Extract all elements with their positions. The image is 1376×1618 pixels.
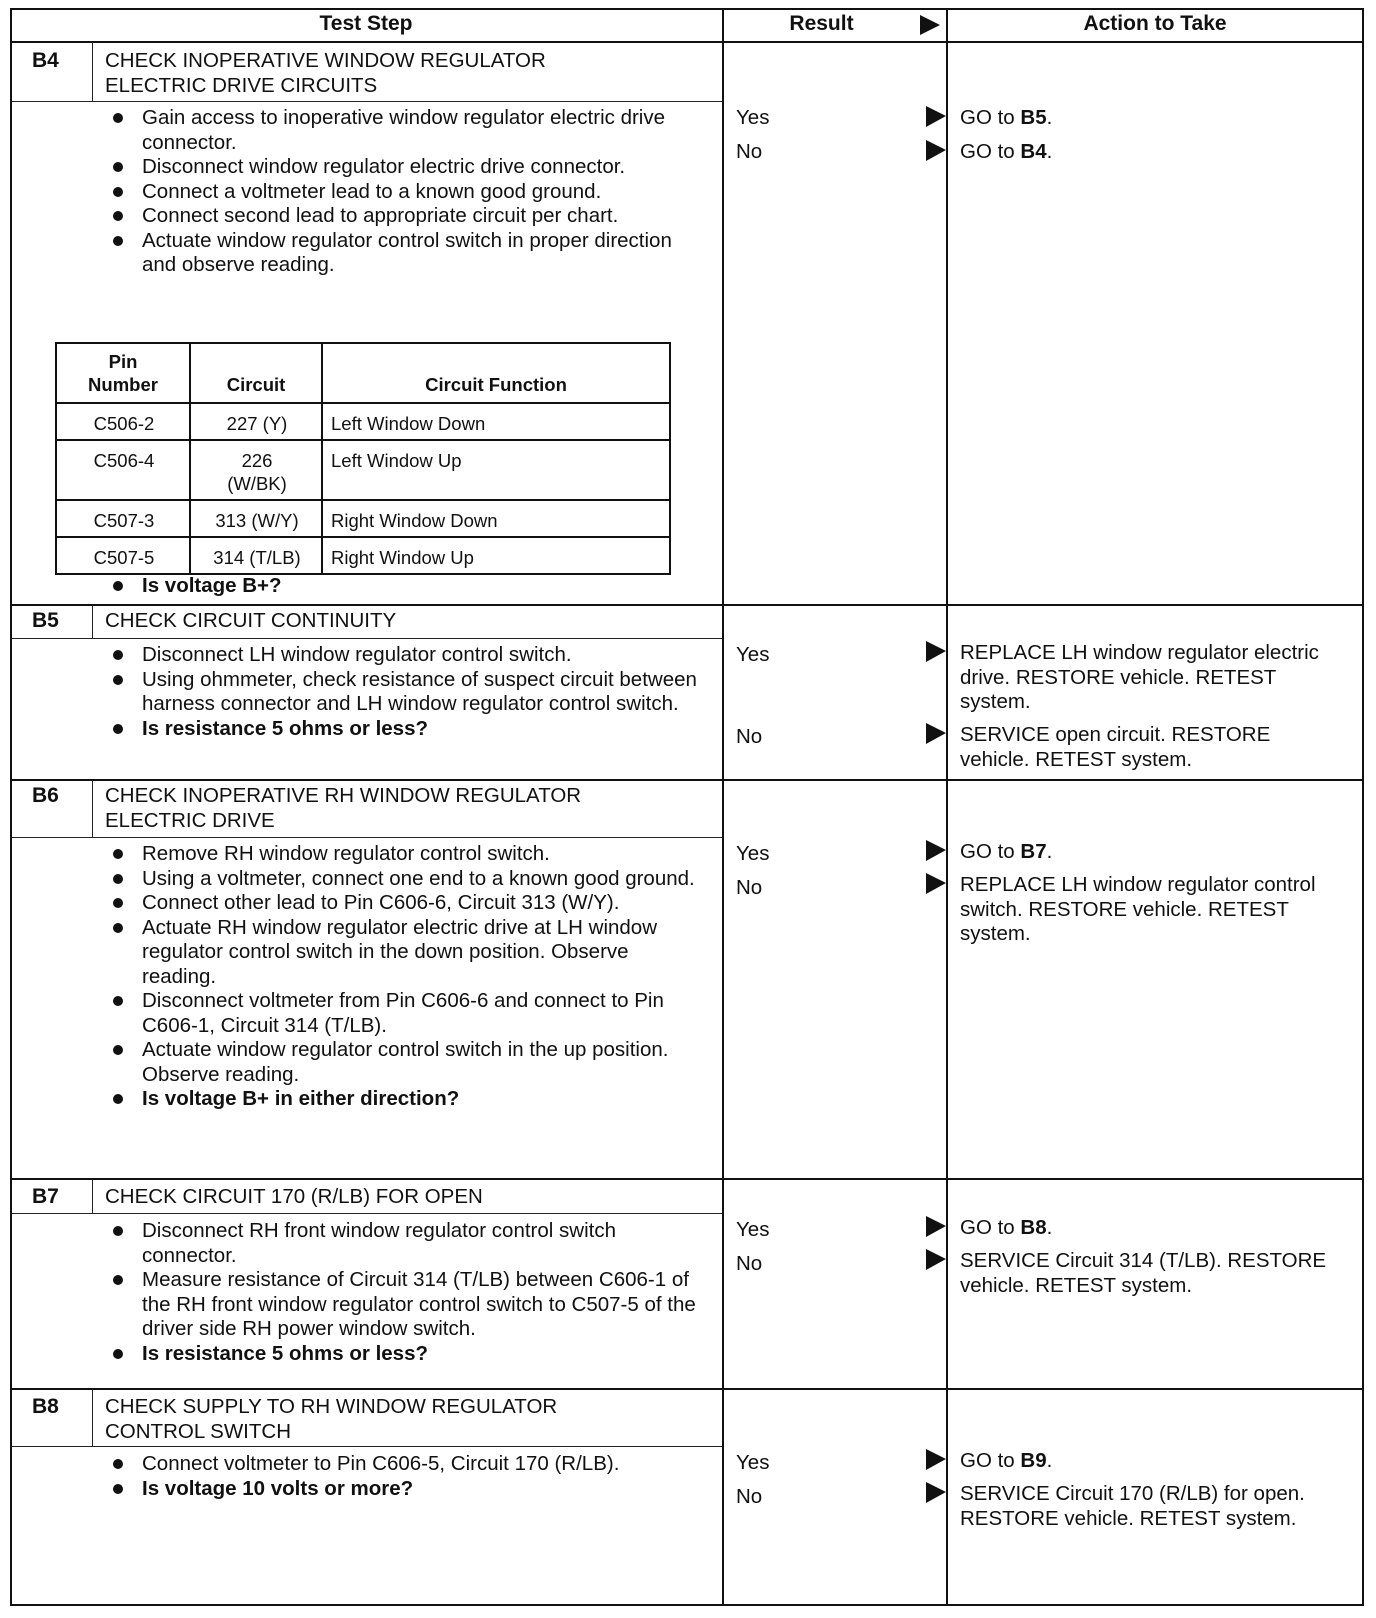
list-item: Disconnect voltmeter from Pin C606-6 and connect to Pin C606-1, Circuit 314 (T/LB). — [100, 989, 700, 1038]
list-item: Actuate window regulator control switch in proper direction and observe reading. — [100, 229, 700, 278]
step-title-line: CHECK CIRCUIT CONTINUITY — [105, 609, 397, 632]
pin-number-header — [56, 343, 190, 403]
title-rule-b5 — [10, 638, 722, 639]
table-header-row — [56, 343, 670, 403]
step-title-line: CONTROL SWITCH — [105, 1419, 292, 1443]
result-yes-b5: Yes — [736, 643, 770, 666]
circuit-cell: 314 (T/LB) — [190, 537, 322, 574]
action-text: . — [1046, 1449, 1053, 1472]
title-rule-b6 — [10, 837, 722, 838]
list-item: Disconnect LH window regulator control switch. — [100, 643, 700, 668]
result-arrow-icon — [925, 1249, 947, 1271]
result-arrow-icon — [925, 873, 947, 895]
header-label: Pin Number — [88, 351, 158, 395]
action-step-ref: B4 — [1020, 140, 1047, 163]
action-column-divider — [946, 8, 948, 1606]
table-row — [56, 537, 670, 574]
step-title-line: CHECK INOPERATIVE WINDOW REGULATOR — [105, 49, 546, 72]
action-no-b7: SERVICE Circuit 314 (T/LB). RESTORE vehicle. RETEST system. — [960, 1249, 1327, 1297]
list-item: Gain access to inoperative window regulator electric drive connector. — [100, 106, 700, 155]
list-item: Connect second lead to appropriate circuit per chart. — [100, 204, 700, 229]
action-step-ref: B5 — [1020, 106, 1047, 129]
result-arrow-icon — [925, 641, 947, 663]
table-row — [56, 403, 670, 440]
step-title-line: CHECK INOPERATIVE RH WINDOW REGULATOR — [105, 784, 582, 807]
table-row — [56, 440, 670, 500]
action-text: . — [1046, 140, 1053, 163]
circuit-header: Circuit — [190, 343, 322, 403]
list-item: Remove RH window regulator control switch. — [100, 842, 700, 867]
action-yes-b8 — [960, 1449, 1340, 1474]
list-item: Is voltage B+? — [100, 574, 720, 599]
result-column-divider — [722, 8, 724, 1606]
step-id-b7: B7 — [32, 1185, 59, 1208]
list-item: Connect other lead to Pin C606-6, Circuit 313 (W/Y). — [100, 891, 700, 916]
table-left-border — [10, 8, 12, 1606]
step-list-b7 — [100, 1219, 710, 1366]
list-item: Actuate window regulator control switch in the up position. Observe reading. — [100, 1038, 700, 1087]
circuit-cell: 226 (W/BK) — [190, 440, 322, 500]
table-top-border — [10, 8, 1364, 10]
section-separator-b5 — [10, 604, 1364, 606]
section-separator-b8 — [10, 1388, 1364, 1390]
result-arrow-icon — [925, 1449, 947, 1471]
question-b4 — [100, 574, 720, 599]
header-test-step: Test Step — [319, 12, 413, 35]
action-yes-b5: REPLACE LH window regulator electric drive. RESTORE vehicle. RETEST system. — [960, 641, 1319, 713]
header-bottom-border — [10, 41, 1364, 43]
step-title-line: ELECTRIC DRIVE CIRCUITS — [105, 73, 378, 97]
list-item: Using a voltmeter, connect one end to a known good ground. — [100, 867, 700, 892]
result-yes-b8: Yes — [736, 1451, 770, 1474]
list-item: Disconnect RH front window regulator control switch connector. — [100, 1219, 710, 1268]
result-yes-b6: Yes — [736, 842, 770, 865]
action-text: . — [1046, 106, 1053, 129]
action-step-ref: B7 — [1020, 840, 1047, 863]
action-text: GO to — [960, 1216, 1021, 1239]
table-bottom-border — [10, 1604, 1364, 1606]
step-title-line: CHECK SUPPLY TO RH WINDOW REGULATOR — [105, 1395, 558, 1418]
action-no-b8: SERVICE Circuit 170 (R/LB) for open. RESTORE vehicle. RETEST system. — [960, 1482, 1305, 1530]
result-arrow-icon — [925, 1216, 947, 1238]
action-yes-b7 — [960, 1216, 1340, 1241]
result-no-b8: No — [736, 1485, 763, 1508]
pin-chart-table — [55, 342, 671, 575]
header-arrow-icon — [918, 14, 942, 36]
title-rule-b7 — [10, 1213, 722, 1214]
step-id-b5: B5 — [32, 609, 59, 632]
step-title-b4 — [105, 49, 705, 98]
id-rule-b5 — [92, 605, 93, 639]
result-arrow-icon — [925, 106, 947, 128]
result-no-b5: No — [736, 725, 763, 748]
step-title-b5 — [105, 609, 705, 634]
action-text: . — [1046, 840, 1053, 863]
step-title-line: CHECK CIRCUIT 170 (R/LB) FOR OPEN — [105, 1185, 483, 1208]
title-rule-b4 — [10, 101, 722, 102]
result-arrow-icon — [925, 723, 947, 745]
action-text: GO to — [960, 840, 1021, 863]
pin-cell: C506-2 — [56, 403, 190, 440]
id-rule-b4 — [92, 42, 93, 102]
id-rule-b6 — [92, 780, 93, 838]
step-title-line: ELECTRIC DRIVE — [105, 808, 275, 832]
function-cell: Left Window Down — [322, 403, 670, 440]
step-title-b8 — [105, 1395, 705, 1444]
step-id-b8: B8 — [32, 1395, 59, 1418]
table-right-border — [1362, 8, 1364, 1606]
list-item: Measure resistance of Circuit 314 (T/LB) between C606-1 of the RH front window regulator control switch to C507-5 of the driver side RH power window switch. — [100, 1268, 710, 1342]
step-id-b6: B6 — [32, 784, 59, 807]
action-yes-b6 — [960, 840, 1340, 865]
step-list-b4 — [100, 106, 700, 278]
result-arrow-icon — [925, 140, 947, 162]
list-item: Disconnect window regulator electric drive connector. — [100, 155, 700, 180]
pin-cell: C507-5 — [56, 537, 190, 574]
result-no-b7: No — [736, 1252, 763, 1275]
section-separator-b6 — [10, 779, 1364, 781]
circuit-cell: 313 (W/Y) — [190, 500, 322, 537]
pin-cell: C507-3 — [56, 500, 190, 537]
action-yes-b4 — [960, 106, 1340, 131]
result-yes-b7: Yes — [736, 1218, 770, 1241]
list-item: Is voltage B+ in either direction? — [100, 1087, 700, 1112]
function-cell: Left Window Up — [322, 440, 670, 500]
step-title-b6 — [105, 784, 705, 833]
pin-cell: C506-4 — [56, 440, 190, 500]
list-item: Is voltage 10 volts or more? — [100, 1477, 660, 1502]
action-no-b6: REPLACE LH window regulator control switch. RESTORE vehicle. RETEST system. — [960, 873, 1316, 945]
function-cell: Right Window Up — [322, 537, 670, 574]
result-yes-b4: Yes — [736, 106, 770, 129]
action-step-ref: B9 — [1020, 1449, 1047, 1472]
function-cell: Right Window Down — [322, 500, 670, 537]
title-rule-b8 — [10, 1446, 722, 1447]
section-separator-b7 — [10, 1178, 1364, 1180]
id-rule-b8 — [92, 1389, 93, 1447]
list-item: Using ohmmeter, check resistance of suspect circuit between harness connector and LH window regulator control switch. — [100, 668, 700, 717]
step-list-b6 — [100, 842, 700, 1112]
step-list-b5 — [100, 643, 700, 741]
list-item: Connect voltmeter to Pin C606-5, Circuit 170 (R/LB). — [100, 1452, 660, 1477]
action-no-b5: SERVICE open circuit. RESTORE vehicle. RETEST system. — [960, 723, 1271, 771]
id-rule-b7 — [92, 1179, 93, 1214]
step-id-b4: B4 — [32, 49, 59, 72]
action-no-b4 — [960, 140, 1340, 165]
diagnostic-test-table — [10, 8, 1364, 1608]
list-item: Is resistance 5 ohms or less? — [100, 717, 700, 742]
table-row — [56, 500, 670, 537]
action-text: . — [1046, 1216, 1053, 1239]
list-item: Is resistance 5 ohms or less? — [100, 1342, 710, 1367]
circuit-cell: 227 (Y) — [190, 403, 322, 440]
result-arrow-icon — [925, 840, 947, 862]
list-item: Connect a voltmeter lead to a known good ground. — [100, 180, 700, 205]
action-step-ref: B8 — [1020, 1216, 1047, 1239]
header-result: Result — [789, 12, 854, 35]
action-text: GO to — [960, 1449, 1021, 1472]
header-action: Action to Take — [1083, 12, 1227, 35]
result-no-b6: No — [736, 876, 763, 899]
action-text: GO to — [960, 140, 1021, 163]
action-text: GO to — [960, 106, 1021, 129]
result-no-b4: No — [736, 140, 763, 163]
circuit-function-header: Circuit Function — [322, 343, 670, 403]
step-title-b7 — [105, 1185, 705, 1210]
result-arrow-icon — [925, 1482, 947, 1504]
step-list-b8 — [100, 1452, 660, 1501]
list-item: Actuate RH window regulator electric drive at LH window regulator control switch in the down position. Observe reading. — [100, 916, 700, 990]
